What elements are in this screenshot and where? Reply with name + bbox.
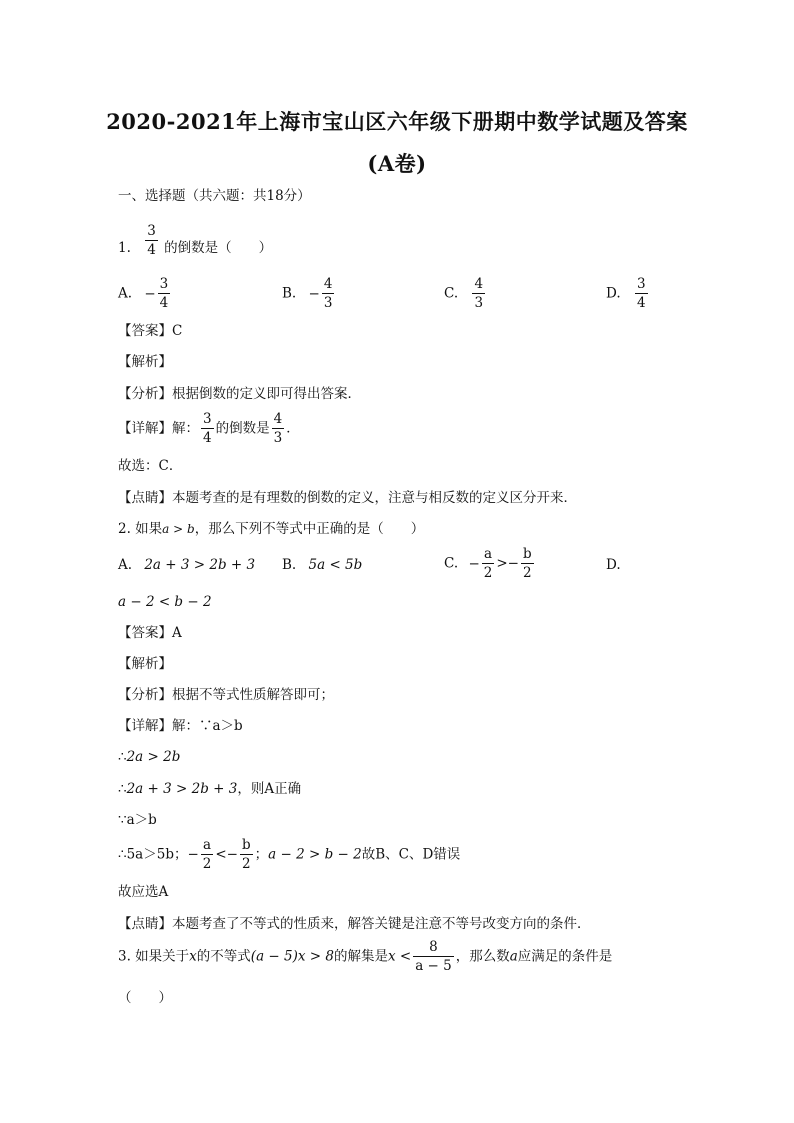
q3-stem-b: 的不等式 bbox=[196, 948, 251, 965]
page-title-line1: 2020-2021年上海市宝山区六年级下册期中数学试题及答案 bbox=[106, 109, 688, 134]
q1-fenxi: 【分析】根据倒数的定义即可得出答案． bbox=[118, 386, 361, 402]
q2-option-d-label: D. bbox=[606, 557, 621, 573]
frac-den: 4 bbox=[636, 295, 646, 311]
frac-num: a bbox=[203, 837, 212, 853]
option-label: B. bbox=[282, 285, 297, 302]
option-expr: 2a + 3 > 2b + 3 bbox=[144, 557, 256, 573]
option-sign: − bbox=[308, 285, 320, 302]
step-tail: ，则A正确 bbox=[237, 781, 302, 797]
option-fraction bbox=[158, 275, 171, 312]
q2-condition: a > b bbox=[162, 522, 195, 536]
option-label: A. bbox=[118, 557, 133, 573]
option-expr: 5a < 5b bbox=[308, 557, 363, 573]
q3-stem-c: 的解集是 bbox=[333, 948, 388, 965]
frac-b2 bbox=[521, 545, 534, 582]
q1-dianjing: 【点睛】本题考查的是有理数的倒数的定义，注意与相反数的定义区分开来． bbox=[118, 490, 577, 506]
step-expr: 2a + 3 > 2b + 3 bbox=[126, 781, 238, 797]
q1-xiangjie bbox=[118, 410, 300, 447]
q1-option-a bbox=[118, 275, 172, 312]
frac-den: 2 bbox=[240, 854, 253, 873]
q1-fraction bbox=[145, 222, 158, 259]
q3-var-x: x bbox=[189, 948, 197, 965]
xiangjie-end: ． bbox=[286, 420, 300, 437]
frac-num: 8 bbox=[429, 939, 438, 955]
neg-sign: − bbox=[187, 846, 199, 863]
frac-num: b bbox=[242, 837, 251, 853]
q2-step1 bbox=[118, 747, 180, 767]
q3-solution-prefix: x < bbox=[387, 948, 412, 965]
q1-guxuan: 故选：C． bbox=[118, 458, 183, 474]
frac-num: 3 bbox=[636, 276, 646, 292]
q2-step3: ∵a＞b bbox=[118, 812, 157, 828]
q1-jiexi: 【解析】 bbox=[118, 354, 172, 370]
q3-var-a: a bbox=[509, 948, 518, 965]
xiangjie-prefix: 【详解】解： bbox=[118, 420, 199, 437]
frac-den: 3 bbox=[474, 295, 484, 311]
frac-num: b bbox=[522, 546, 532, 562]
q2-stem bbox=[118, 519, 424, 539]
frac-num: 4 bbox=[474, 276, 484, 292]
q1-frac-den: 4 bbox=[147, 242, 156, 258]
frac-den: 2 bbox=[483, 565, 493, 581]
q2-step4 bbox=[118, 836, 460, 873]
q2-xiangjie: 【详解】解：∵a＞b bbox=[118, 718, 243, 734]
q2-fenxi: 【分析】根据不等式性质解答即可； bbox=[118, 687, 334, 703]
page-title-line2: (A卷) bbox=[367, 151, 427, 176]
step4-rel: <− bbox=[215, 846, 238, 863]
q1-answer: 【答案】C bbox=[118, 323, 183, 339]
step4-sep: ； bbox=[254, 846, 269, 863]
q2-dianjing: 【点睛】本题考查了不等式的性质来，解答关键是注意不等号改变方向的条件． bbox=[118, 916, 591, 932]
q2-option-b bbox=[282, 557, 362, 573]
q1-option-b bbox=[282, 275, 336, 312]
option-label: C. bbox=[444, 285, 459, 302]
option-label: A. bbox=[118, 285, 133, 302]
q3-stem-a: 3. 如果关于 bbox=[118, 948, 190, 965]
frac-num: 4 bbox=[273, 411, 283, 427]
q2-step2 bbox=[118, 779, 301, 799]
q1-option-d bbox=[606, 275, 650, 312]
frac-b2 bbox=[240, 836, 253, 873]
frac-num: 4 bbox=[323, 276, 333, 292]
q2-guxuan: 故应选A bbox=[118, 884, 169, 900]
q2-option-c bbox=[444, 545, 536, 582]
therefore-symbol: ∴ bbox=[118, 781, 127, 797]
q2-option-a bbox=[118, 557, 255, 573]
option-fraction bbox=[472, 275, 485, 312]
frac-den: 4 bbox=[203, 430, 212, 446]
q3-stem-e: 应满足的条件是 bbox=[517, 948, 613, 965]
q2-stem-a: 2. 如果 bbox=[118, 521, 163, 537]
frac-den: 2 bbox=[521, 563, 534, 582]
section-heading: 一、选择题（共六题：共18分） bbox=[118, 188, 311, 204]
q1-text: 的倒数是（ ） bbox=[164, 239, 273, 256]
xiangjie-mid: 的倒数是 bbox=[215, 420, 270, 437]
step4-expr: a − 2 > b − 2 bbox=[268, 846, 362, 863]
q1-xj-frac2 bbox=[272, 410, 285, 447]
option-sign: − bbox=[144, 285, 156, 302]
step-expr: 2a > 2b bbox=[126, 749, 181, 765]
frac-num: 3 bbox=[203, 411, 212, 427]
q2-option-d: a − 2 < b − 2 bbox=[118, 594, 212, 610]
q1-option-c bbox=[444, 275, 487, 312]
frac-a2 bbox=[482, 545, 495, 582]
frac-den: 3 bbox=[273, 430, 283, 446]
q2-jiexi: 【解析】 bbox=[118, 656, 172, 672]
option-rel: >− bbox=[496, 555, 519, 572]
q1-number: 1. bbox=[118, 239, 131, 256]
frac-num: a bbox=[484, 546, 493, 562]
frac-den: 3 bbox=[323, 295, 333, 311]
q3-stem-d: ，那么数 bbox=[455, 948, 510, 965]
q3-solution-frac bbox=[413, 938, 454, 975]
neg-sign: − bbox=[468, 555, 480, 572]
q1-stem bbox=[118, 222, 272, 259]
option-label: B. bbox=[282, 557, 297, 573]
q1-xj-frac1 bbox=[201, 410, 214, 447]
frac-den: a − 5 bbox=[415, 958, 452, 974]
option-label: D. bbox=[606, 285, 621, 302]
step4-tail: 故B、C、D错误 bbox=[361, 846, 461, 863]
frac-num: 3 bbox=[159, 276, 169, 292]
therefore-symbol: ∴ bbox=[118, 749, 127, 765]
q1-frac-num: 3 bbox=[147, 223, 156, 239]
option-label: C. bbox=[444, 555, 459, 572]
frac-den: 2 bbox=[202, 856, 212, 872]
frac-a2 bbox=[201, 836, 214, 873]
step4-a: ∴5a＞5b； bbox=[118, 846, 188, 863]
option-fraction bbox=[635, 275, 648, 312]
q2-answer: 【答案】A bbox=[118, 625, 182, 641]
option-fraction bbox=[322, 275, 335, 312]
frac-den: 4 bbox=[159, 295, 169, 311]
q3-paren: （ ） bbox=[118, 990, 172, 1006]
q3-inequality: (a − 5)x > 8 bbox=[250, 948, 334, 965]
q2-stem-b: ，那么下列不等式中正确的是（ ） bbox=[194, 521, 425, 537]
q3-stem bbox=[118, 938, 612, 975]
